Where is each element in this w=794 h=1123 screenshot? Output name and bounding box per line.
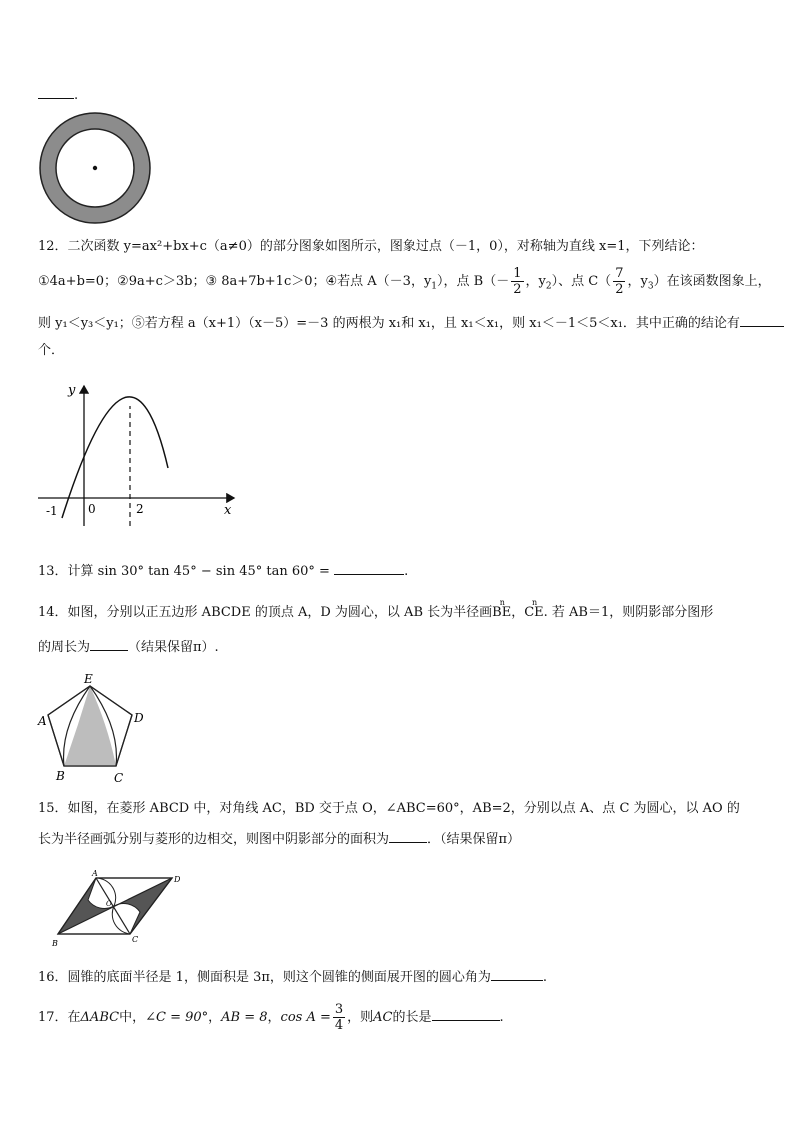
label-a: A	[92, 869, 98, 878]
q12-line4: 个．	[38, 343, 65, 358]
center-point	[93, 166, 97, 170]
x-label: x	[224, 503, 232, 518]
q14-line2: 的周长为 （结果保留π）.	[38, 640, 219, 655]
label-a: A	[38, 714, 47, 728]
answer-blank	[334, 562, 404, 575]
rhombus-figure	[50, 868, 190, 950]
label-o: O	[106, 900, 112, 908]
answer-blank	[38, 86, 74, 99]
tick-label-minus-one: -1	[46, 504, 58, 518]
answer-blank	[90, 638, 128, 651]
q16-line: 16．圆锥的底面半径是 1，侧面积是 3π，则这个圆锥的侧面展开图的圆心角为 .	[38, 970, 548, 985]
q15-line1: 15．如图，在菱形 ABCD 中，对角线 AC，BD 交于点 O，∠ABC=60°，AB=2，分别以点 A、点 C 为圆心，以 AO 的	[38, 801, 740, 816]
fraction: $\frac{7}{2}$	[615, 266, 624, 297]
tick-label-two: 2	[136, 502, 144, 516]
answer-blank	[389, 830, 427, 843]
q15-line2: 长为半径画弧分别与菱形的边相交，则图中阴影部分的面积为 ．（结果保留π）	[38, 832, 521, 847]
tick-label-zero: 0	[88, 502, 96, 516]
label-b: B	[56, 769, 65, 783]
parabola-curve	[62, 397, 168, 518]
label-c: C	[114, 771, 124, 785]
parabola-graph	[38, 378, 248, 528]
q12-line2: ①4a+b=0；②9a+c＞3b；③ 8a+7b+1c＞0；④若点 A（－3，$y_1$），点 B（－ $\frac{1}{2}$ ，$y_2$）、点 C（ $\frac{7}{2}$ ，$y_3$）在该函数图象上，	[38, 266, 771, 297]
q17-line: 17．在ΔABC中，∠C = 90°，AB = 8，cos A = $\frac{3}{4}$ ，则AC的长是 .	[38, 1002, 504, 1033]
answer-blank	[740, 314, 784, 327]
pentagon-figure	[36, 668, 156, 788]
answer-blank	[432, 1008, 500, 1021]
q14-line1: 14．如图，分别以正五边形 ABCDE 的顶点 A，D 为圆心，以 AB 长为半径画 n BE， n CE. 若 AB＝1，则阴影部分图形	[38, 598, 714, 620]
label-d: D	[174, 875, 181, 884]
arc-ce: n CE	[524, 598, 544, 620]
y-label: y	[68, 383, 76, 398]
q12-line3: 则 y₁＜y₃＜y₁；⑤若方程 a（x+1）（x－5）=－3 的两根为 x₁和 x₁，且 x₁＜x₁，则 x₁＜－1＜5＜x₁．其中正确的结论有	[38, 314, 784, 333]
q13-line: 13．计算 sin 30° tan 45° − sin 45° tan 60° = .	[38, 564, 409, 579]
label-b: B	[52, 939, 58, 948]
label-e: E	[84, 672, 93, 686]
label-d: D	[134, 711, 144, 725]
q12-line1: 12．二次函数 y=ax²+bx+c（a≠0）的部分图象如图所示，图象过点（－1，0），对称轴为直线 x=1，下列结论：	[38, 239, 704, 254]
fraction: $\frac{1}{2}$	[513, 266, 522, 297]
label-c: C	[132, 935, 139, 944]
arc-be: n BE	[492, 598, 512, 620]
answer-blank	[491, 968, 543, 981]
fraction: $\frac{3}{4}$	[334, 1002, 344, 1033]
ring-figure	[38, 110, 154, 226]
top-blank-line: .	[38, 86, 78, 105]
